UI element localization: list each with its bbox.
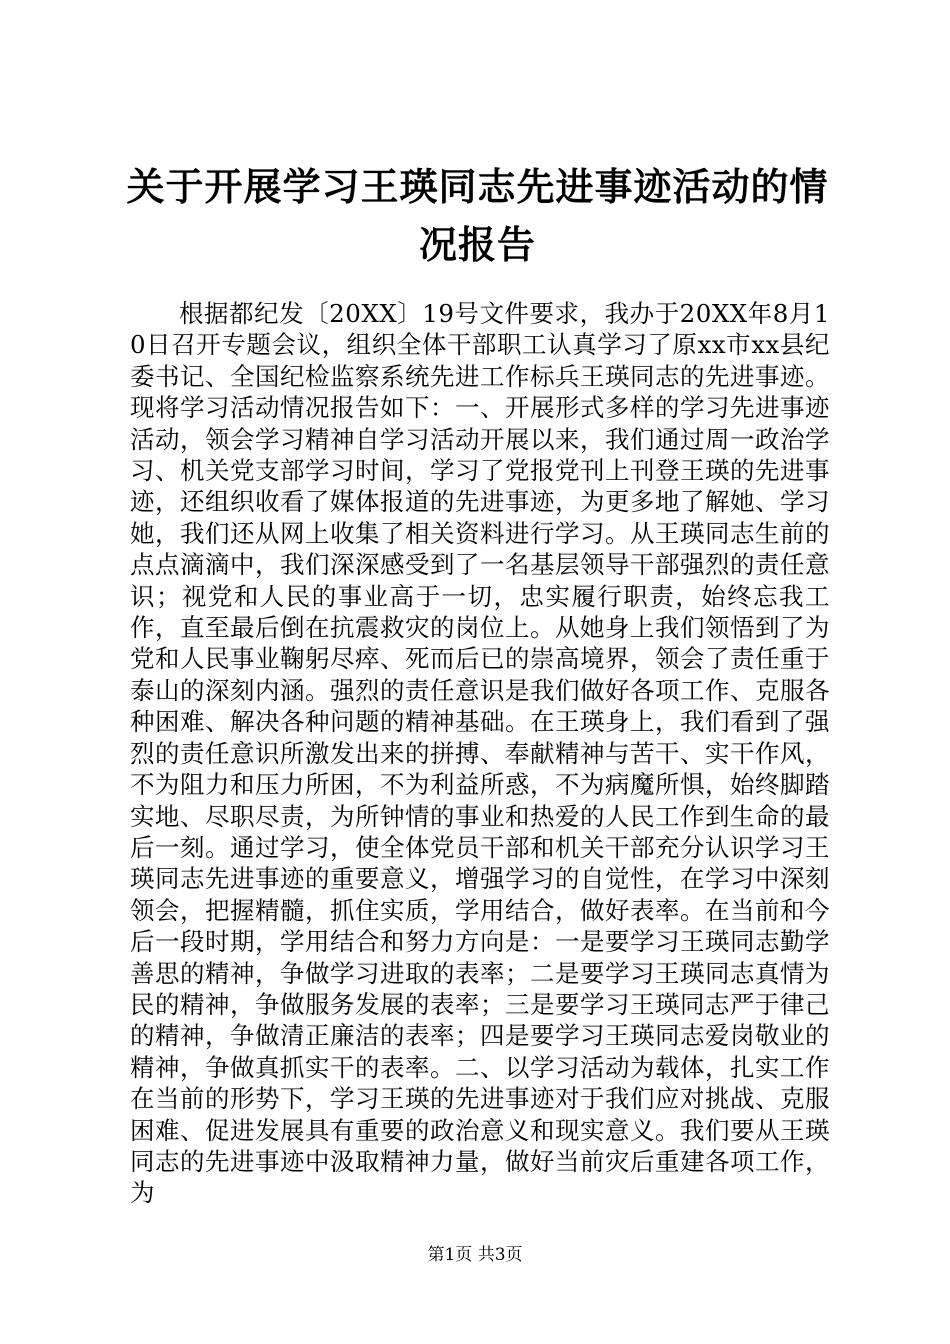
document-title: 关于开展学习王瑛同志先进事迹活动的情况报告 (126, 164, 829, 267)
document-body-paragraph: 根据都纪发〔20XX〕19号文件要求，我办于20XX年8月10日召开专题会议，组织全体干部职工认真学习了原xx市xx县纪委书记、全国纪检监察系统先进工作标兵王瑛同志的先进事迹。现将学习活动情况报告如下：一、开展形式多样的学习先进事迹活动，领会学习精神自学习活动开展以来，我们通过周一政治学习、机关党支部学习时间，学习了党报党刊上刊登王瑛的先进事迹，还组织收看了媒体报道的先进事迹，为更多地了解她、学习她，我们还从网上收集了相关资料进行学习。从王瑛同志生前的点点滴滴中，我们深深感受到了一名基层领导干部强烈的责任意识；视党和人民的事业高于一切，忠实履行职责，始终忘我工作，直至最后倒在抗震救灾的岗位上。从她身上我们领悟到了为党和人民事业鞠躬尽瘁、死而后已的崇高境界，领会了责任重于泰山的深刻内涵。强烈的责任意识是我们做好各项工作、克服各种困难、解决各种问题的精神基础。在王瑛身上，我们看到了强烈的责任意识所激发出来的拼搏、奉献精神与苦干、实干作风，不为阻力和压力所困，不为利益所惑，不为病魔所惧，始终脚踏实地、尽职尽责，为所钟情的事业和热爱的人民工作到生命的最后一刻。通过学习，使全体党员干部和机关干部充分认识学习王瑛同志先进事迹的重要意义，增强学习的自觉性，在学习中深刻领会，把握精髓，抓住实质，学用结合，做好表率。在当前和今后一段时期，学用结合和努力方向是：一是要学习王瑛同志勤学善思的精神，争做学习进取的表率；二是要学习王瑛同志真情为民的精神，争做服务发展的表率；三是要学习王瑛同志严于律己的精神，争做清正廉洁的表率；四是要学习王瑛同志爱岗敬业的精神，争做真抓实干的表率。二、以学习活动为载体，扎实工作在当前的形势下，学习王瑛的先进事迹对于我们应对挑战、克服困难、促进发展具有重要的政治意义和现实意义。我们要从王瑛同志的先进事迹中汲取精神力量，做好当前灾后重建各项工作，为 (130, 299, 830, 1208)
page-indicator: 第1页 共3页 (427, 1245, 523, 1265)
